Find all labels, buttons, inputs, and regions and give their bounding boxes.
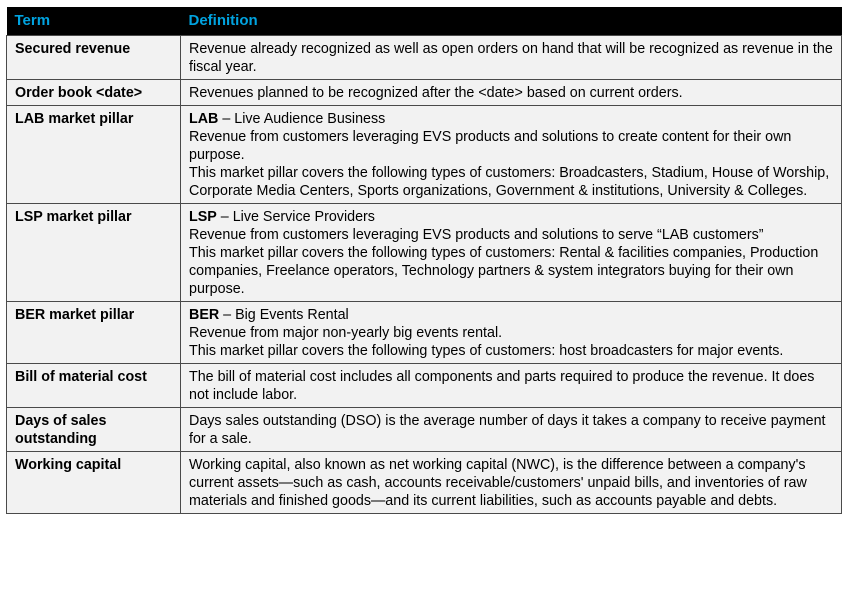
definition-cell bbox=[181, 36, 842, 80]
glossary-table bbox=[6, 7, 842, 514]
term-cell: LAB market pillar bbox=[7, 106, 181, 204]
definition-text: Revenues planned to be recognized after the <date> based on current orders. bbox=[189, 85, 683, 101]
definition-text: Days sales outstanding (DSO) is the average number of days it takes a company to receive payment for a sale. bbox=[189, 413, 826, 447]
definition-text: This market pillar covers the following types of customers: host broadcasters for major events. bbox=[189, 343, 784, 359]
term-cell: LSP market pillar bbox=[7, 204, 181, 302]
definition-heading bbox=[189, 110, 833, 128]
pillar-acronym: LSP bbox=[189, 209, 217, 225]
definition-cell bbox=[181, 106, 842, 204]
header-row bbox=[7, 7, 842, 36]
pillar-acronym: LAB bbox=[189, 111, 219, 127]
table-row bbox=[7, 452, 842, 514]
definition-text: This market pillar covers the following types of customers: Broadcasters, Stadium, House of Worship, Corporate Media Centers, Sports organizations, Government & institutions, University & Colleges. bbox=[189, 165, 830, 199]
pillar-full-name: – Big Events Rental bbox=[219, 307, 349, 323]
definition-cell bbox=[181, 80, 842, 106]
definition-text: The bill of material cost includes all components and parts required to produce the revenue. It does not include labor. bbox=[189, 369, 815, 403]
table-row bbox=[7, 364, 842, 408]
definition-text: Revenue from customers leveraging EVS products and solutions to create content for their own purpose. bbox=[189, 129, 792, 163]
term-cell: Working capital bbox=[7, 452, 181, 514]
pillar-acronym: BER bbox=[189, 307, 220, 323]
term-column-header: Term bbox=[7, 7, 181, 36]
definition-cell bbox=[181, 452, 842, 514]
term-cell: Secured revenue bbox=[7, 36, 181, 80]
table-row bbox=[7, 204, 842, 302]
term-cell: Order book <date> bbox=[7, 80, 181, 106]
definition-cell bbox=[181, 364, 842, 408]
pillar-full-name: – Live Audience Business bbox=[218, 111, 386, 127]
definition-cell bbox=[181, 204, 842, 302]
table-row bbox=[7, 36, 842, 80]
definition-text: Revenue already recognized as well as open orders on hand that will be recognized as revenue in the fiscal year. bbox=[189, 41, 833, 75]
table-body bbox=[7, 36, 842, 514]
definition-column-header: Definition bbox=[181, 7, 842, 36]
term-cell: BER market pillar bbox=[7, 302, 181, 364]
definition-text: This market pillar covers the following types of customers: Rental & facilities companies, Production companies, Freelance operators, Technology partners & system integrators buying for their own purpose. bbox=[189, 245, 819, 297]
definition-text: Revenue from major non-yearly big events rental. bbox=[189, 325, 503, 341]
table-row bbox=[7, 80, 842, 106]
definition-heading bbox=[189, 306, 833, 324]
definition-heading bbox=[189, 208, 833, 226]
definition-text: Revenue from customers leveraging EVS products and solutions to serve “LAB customers” bbox=[189, 227, 764, 243]
term-cell: Bill of material cost bbox=[7, 364, 181, 408]
term-cell: Days of sales outstanding bbox=[7, 408, 181, 452]
definition-text: Working capital, also known as net working capital (NWC), is the difference between a company's current assets—such as cash, accounts receivable/customers' unpaid bills, and inventories of raw materials and finished goods—and its current liabilities, such as accounts payable and debts. bbox=[189, 457, 807, 509]
definition-cell bbox=[181, 302, 842, 364]
table-row bbox=[7, 408, 842, 452]
definition-cell bbox=[181, 408, 842, 452]
table-row bbox=[7, 302, 842, 364]
pillar-full-name: – Live Service Providers bbox=[216, 209, 375, 225]
table-row bbox=[7, 106, 842, 204]
